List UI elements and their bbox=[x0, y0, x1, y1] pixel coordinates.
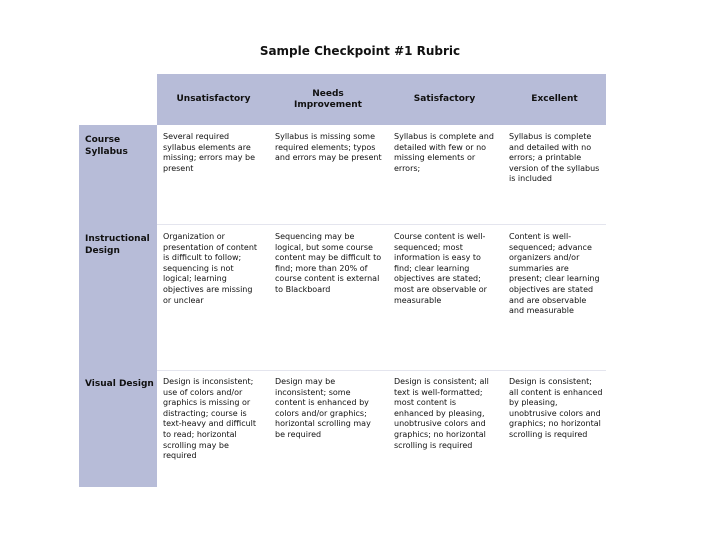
column-header-unsatisfactory: Unsatisfactory bbox=[176, 94, 251, 104]
table-cell: Design is consistent; all text is well-formatted; most content is enhanced by pleasing, unobtrusive colors and graphics; no horizontal scrolling is required bbox=[394, 377, 489, 450]
table-cell: Course content is well-sequenced; most information is easy to find; clear learning objectives are stated; most are observable or measurable bbox=[394, 232, 487, 305]
table-cell: Content is well-sequenced; advance organizers and/or summaries are present; clear learning objectives are stated and are observable and measurable bbox=[509, 232, 600, 316]
table-cell: Design may be inconsistent; some content is enhanced by colors and/or graphics; horizontal scrolling may be required bbox=[275, 377, 371, 439]
table-cell: Syllabus is complete and detailed with no errors; a printable version of the syllabus is included bbox=[509, 132, 600, 184]
row-label-band bbox=[79, 125, 157, 487]
row-divider bbox=[157, 224, 606, 225]
row-label-visual-design: Visual Design bbox=[85, 379, 154, 389]
table-cell: Syllabus is missing some required elements; typos and errors may be present bbox=[275, 132, 382, 163]
table-cell: Organization or presentation of content is difficult to follow; sequencing is not logical; learning objectives are missing or unclear bbox=[163, 232, 258, 305]
row-divider bbox=[157, 370, 606, 371]
column-header-satisfactory: Satisfactory bbox=[413, 94, 476, 104]
table-cell: Design is consistent; all content is enhanced by pleasing, unobtrusive colors and graphics; no horizontal scrolling is required bbox=[509, 377, 603, 439]
page-title: Sample Checkpoint #1 Rubric bbox=[259, 44, 461, 58]
column-header-needs-improvement: Needs Improvement bbox=[294, 88, 362, 110]
table-cell: Design is inconsistent; use of colors and/or graphics is missing or distracting; course is text-heavy and difficult to read; horizontal scrolling may be required bbox=[163, 377, 257, 461]
table-cell: Sequencing may be logical, but some course content may be difficult to find; more than 20% of course content is external to Blackboard bbox=[275, 232, 382, 294]
row-label-instructional-design: Instructional Design bbox=[85, 234, 150, 256]
column-header-excellent: Excellent bbox=[531, 94, 578, 104]
table-cell: Syllabus is complete and detailed with few or no missing elements or errors; bbox=[394, 132, 494, 173]
row-label-course-syllabus: Course Syllabus bbox=[85, 135, 128, 157]
table-cell: Several required syllabus elements are missing; errors may be present bbox=[163, 132, 256, 173]
